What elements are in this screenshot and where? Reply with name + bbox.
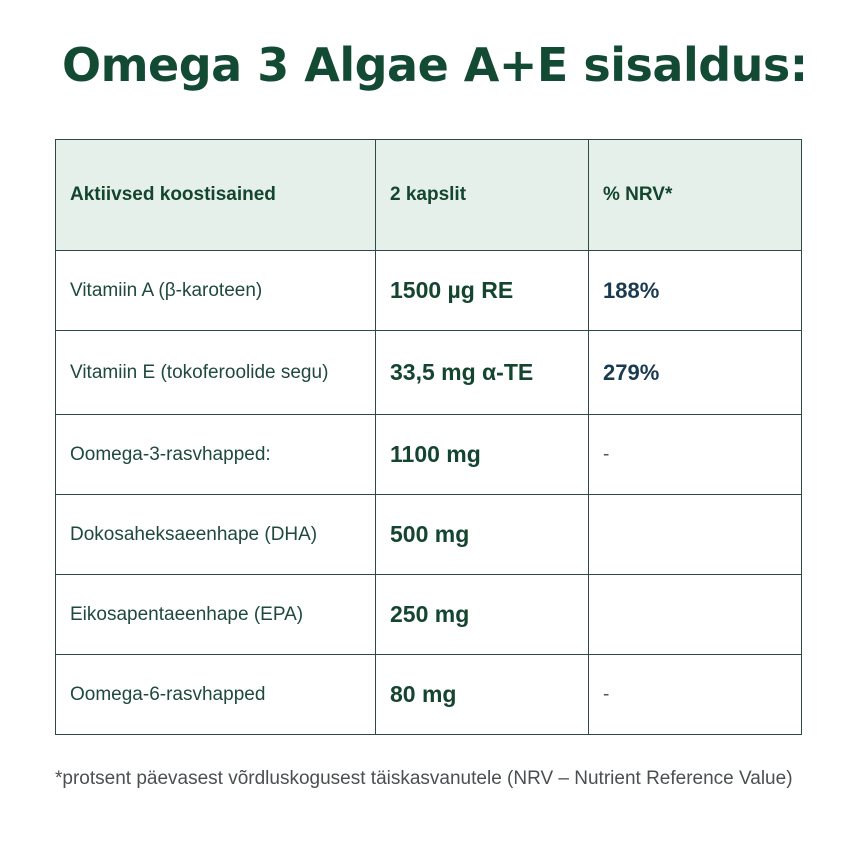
table-row xyxy=(56,495,802,575)
ingredient-nrv: - xyxy=(589,415,802,495)
ingredient-nrv: - xyxy=(589,655,802,735)
table-row xyxy=(56,575,802,655)
header-amount: 2 kapslit xyxy=(376,140,589,251)
ingredient-amount: 250 mg xyxy=(376,575,589,655)
ingredient-amount: 80 mg xyxy=(376,655,589,735)
ingredient-name: Vitamiin A (β-karoteen) xyxy=(56,251,376,331)
table-row xyxy=(56,415,802,495)
ingredient-amount: 1100 mg xyxy=(376,415,589,495)
table-header-row xyxy=(56,140,802,251)
page-title: Omega 3 Algae A+E sisaldus: xyxy=(62,38,808,92)
table-row xyxy=(56,251,802,331)
ingredient-name: Vitamiin E (tokoferoolide segu) xyxy=(56,331,376,415)
ingredient-name: Oomega-3-rasvhapped: xyxy=(56,415,376,495)
ingredient-nrv xyxy=(589,575,802,655)
table-row xyxy=(56,331,802,415)
ingredient-amount: 33,5 mg α-TE xyxy=(376,331,589,415)
header-nrv: % NRV* xyxy=(589,140,802,251)
header-ingredients: Aktiivsed koostisained xyxy=(56,140,376,251)
table-row xyxy=(56,655,802,735)
ingredient-name: Oomega-6-rasvhapped xyxy=(56,655,376,735)
ingredient-nrv xyxy=(589,495,802,575)
ingredient-amount: 1500 µg RE xyxy=(376,251,589,331)
nutrition-table xyxy=(55,139,802,735)
ingredient-name: Dokosaheksaeenhape (DHA) xyxy=(56,495,376,575)
footnote: *protsent päevasest võrdluskogusest täiskasvanutele (NRV – Nutrient Reference Value) xyxy=(55,768,793,789)
ingredient-name: Eikosapentaeenhape (EPA) xyxy=(56,575,376,655)
ingredient-nrv: 279% xyxy=(589,331,802,415)
ingredient-nrv: 188% xyxy=(589,251,802,331)
ingredient-amount: 500 mg xyxy=(376,495,589,575)
